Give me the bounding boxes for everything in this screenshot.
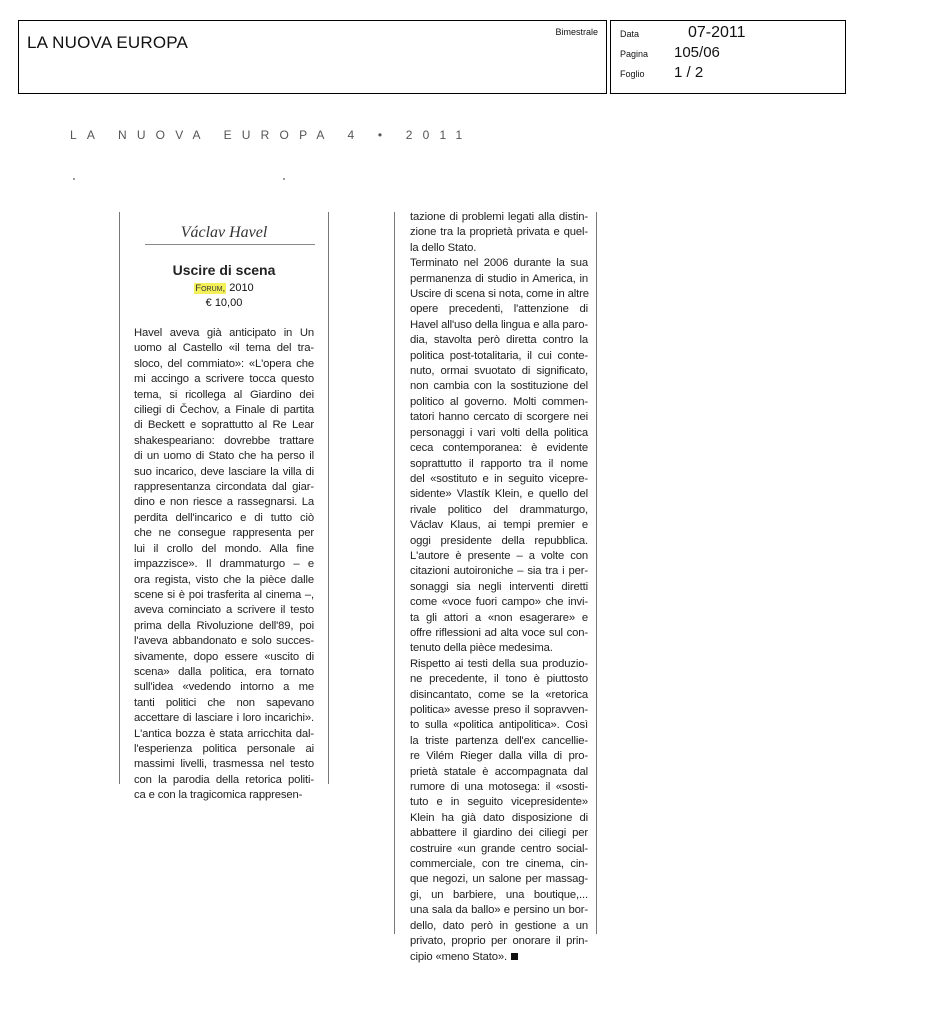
text-line: soprattutto il rapporto tra il nome <box>410 457 588 470</box>
page-value: 105/06 <box>674 44 720 61</box>
book-publisher-line <box>120 282 328 294</box>
text-line: sull'idea «vedendo intorno a me <box>134 681 314 694</box>
end-of-article-mark <box>511 953 518 960</box>
text-line: rivale politico del drammaturgo, <box>410 503 588 516</box>
text-line: con la parodia della retorica politi- <box>134 773 314 786</box>
text-line: permanenza di studio in America, in <box>410 272 588 285</box>
text-line: tanti politici che non sapevano <box>134 696 314 709</box>
text-line: sonaggi sia negli interventi diretti <box>410 580 588 593</box>
text-line: di un uomo di Stato che ha perso il <box>134 450 314 463</box>
text-line: perdita dell'incarico e di tutto ciò <box>134 511 314 524</box>
header-meta-box <box>610 20 846 94</box>
text-line: aveva cominciato a scrivere il testo <box>134 604 314 617</box>
text-line: accettare di lasciare i loro incarichi». <box>134 712 314 725</box>
article-column-1 <box>134 326 314 804</box>
scan-mark <box>73 178 75 180</box>
date-label: Data <box>620 29 640 39</box>
text-line: uomo al Castello «il tema del tra- <box>134 342 314 355</box>
text-line: del «sostituto e in seguito vicepre- <box>410 472 588 485</box>
text-line: ceca contemporanea: è evidente <box>410 442 588 455</box>
text-line: Rispetto ai testi della sua produzio- <box>410 657 588 670</box>
text-line: tema, si ricollega al Giardino dei <box>134 388 314 401</box>
page-label: Pagina <box>620 49 649 59</box>
text-line: rappresentanza circondata dal giar- <box>134 481 314 494</box>
text-line: Klein ha già dato disposizione di <box>410 811 588 824</box>
column-rule <box>394 212 395 934</box>
text-line: scene si è poi trasferita al cinema –, <box>134 588 314 601</box>
text-line: gi, un barbiere, una boutique,... <box>410 888 588 901</box>
text-line: dello, dato però in gestione a un <box>410 919 588 932</box>
text-line: la dello Stato. <box>410 241 477 254</box>
text-line: dino e non riesce a rassegnarsi. La <box>134 496 314 509</box>
text-line: rumore di una motosega: il «sosti- <box>410 781 588 794</box>
text-line: Václav Klaus, ai tempi premier e <box>410 519 588 532</box>
text-line: sloco, del commiato»: «L'opera che <box>134 357 314 370</box>
text-line: scena» dalla politica, era tornato <box>134 665 314 678</box>
book-price: € 10,00 <box>205 297 243 309</box>
text-line: abbattere il giardino dei ciliegi per <box>410 827 588 840</box>
text-line: politica» avesse preso il sopravven- <box>410 704 588 716</box>
text-line: sivamente, dopo essere «uscito di <box>134 650 314 663</box>
text-line: l'esperienza politica personale ai <box>134 742 314 755</box>
author-underline <box>145 244 315 245</box>
text-line: opere precedenti, l'attenzione di <box>410 303 588 316</box>
text-line: ta gli attori a «non esagerare» e <box>410 611 588 624</box>
text-line: zione tra la proprietà privata e quel- <box>410 226 588 239</box>
text-line: costruire «un grande centro social- <box>410 842 588 855</box>
text-line: re Vilém Rieger dalla villa di pro- <box>410 750 588 763</box>
text-line: Uscire di scena si nota, come in altre <box>410 288 589 301</box>
book-publisher: Forum, <box>195 283 226 294</box>
sheet-value: 1 / 2 <box>674 64 704 81</box>
text-line: la triste partenza dell'ex cancellie- <box>410 734 588 747</box>
text-line: L'antica bozza è stata arricchita dal- <box>134 727 314 740</box>
text-line: personaggi i vari volti della politica <box>410 426 588 439</box>
text-line: privato, proprio per onorare il prin- <box>410 935 588 948</box>
text-line: ca e con la tragicomica rappresen- <box>134 789 303 802</box>
text-line: Havel all'uso della lingua e alla paro- <box>410 318 588 331</box>
text-line: sidente» Vlastík Klein, e quello del <box>410 488 588 501</box>
book-title: Uscire di scena <box>172 262 276 278</box>
text-line: tuto e in seguito vicepresidente» <box>410 796 588 809</box>
text-line: offre riflessioni ad alta voce sul con- <box>410 626 588 639</box>
text-line: prietà statale è accompagnata dal <box>410 765 588 778</box>
text-line: commerciale, con tre cinema, cin- <box>410 858 588 871</box>
date-value: 07-2011 <box>688 24 746 41</box>
text-line: tatori hanno cercato di scorgere nei <box>410 411 588 424</box>
header-publication-box <box>18 20 607 94</box>
text-line: massimi livelli, trasmessa nel testo <box>134 758 314 771</box>
text-line: tazione di problemi legati alla distin- <box>410 211 588 223</box>
text-line: dia, stavolta però diretta contro la <box>410 334 588 347</box>
text-line: cipio «meno Stato». <box>410 950 588 965</box>
book-author: Václav Havel <box>180 224 268 241</box>
text-line: di Beckett e soprattutto al Re Lear <box>134 419 314 432</box>
text-line: non cambia con la sostituzione del <box>410 380 588 393</box>
scan-mark <box>283 178 285 180</box>
text-line: Havel aveva già anticipato in Un <box>134 327 314 339</box>
article-column-2 <box>410 210 588 965</box>
text-line: Terminato nel 2006 durante la sua <box>410 257 588 270</box>
column-rule <box>596 212 597 934</box>
periodicity: Bimestrale <box>555 27 598 37</box>
column-rule <box>328 212 329 784</box>
text-line: lui il crollo del mondo. Alla fine <box>134 542 314 555</box>
text-line: che ne consegue rappresenta per <box>134 527 314 540</box>
text-line: citazioni autoironiche – sia tra i per- <box>410 565 588 578</box>
book-year: 2010 <box>229 282 254 294</box>
text-line: prima della Rivoluzione dell'89, poi <box>134 619 314 632</box>
sheet-label: Foglio <box>620 69 645 79</box>
masthead: LA NUOVA EUROPA 4 • 2011 <box>70 128 473 142</box>
text-line: tenuto della pièce medesima. <box>410 642 553 655</box>
text-line: que negozi, un salone per massag- <box>410 873 588 886</box>
text-line: nuto, ormai svuotato di significato, <box>410 365 588 378</box>
text-line: ora regista, visto che la pièce dalle <box>134 573 314 586</box>
text-line: disincantato, come se la «retorica <box>410 688 588 701</box>
text-line: suo incarico, deve lasciare la villa di <box>134 465 314 478</box>
text-line: l'aveva abbandonato e solo succes- <box>134 635 314 648</box>
text-line: ne precedente, il tono è piuttosto <box>410 673 588 686</box>
text-line: mi accingo a scrivere tocca questo <box>134 373 314 386</box>
text-line: politica post-totalitaria, il cui conte- <box>410 349 588 362</box>
text-line: oggi presidente della repubblica. <box>410 534 588 547</box>
text-line: come «voce fuori campo» che invi- <box>410 596 588 609</box>
text-line: L'autore è presente – a volte con <box>410 549 588 562</box>
text-line: politico al governo. Molti commen- <box>410 395 588 408</box>
text-line: shakespeariano: dovrebbe trattare <box>134 434 314 447</box>
text-line: una sala da ballo» e persino un bor- <box>410 904 588 917</box>
text-line: to sulla «politica antipolitica». Così <box>410 719 588 732</box>
text-line: ciliegi di Čechov, a Finale di partita <box>134 404 314 417</box>
publication-name: LA NUOVA EUROPA <box>27 33 189 52</box>
text-line: impazzisce». Il drammaturgo – e <box>134 558 314 571</box>
